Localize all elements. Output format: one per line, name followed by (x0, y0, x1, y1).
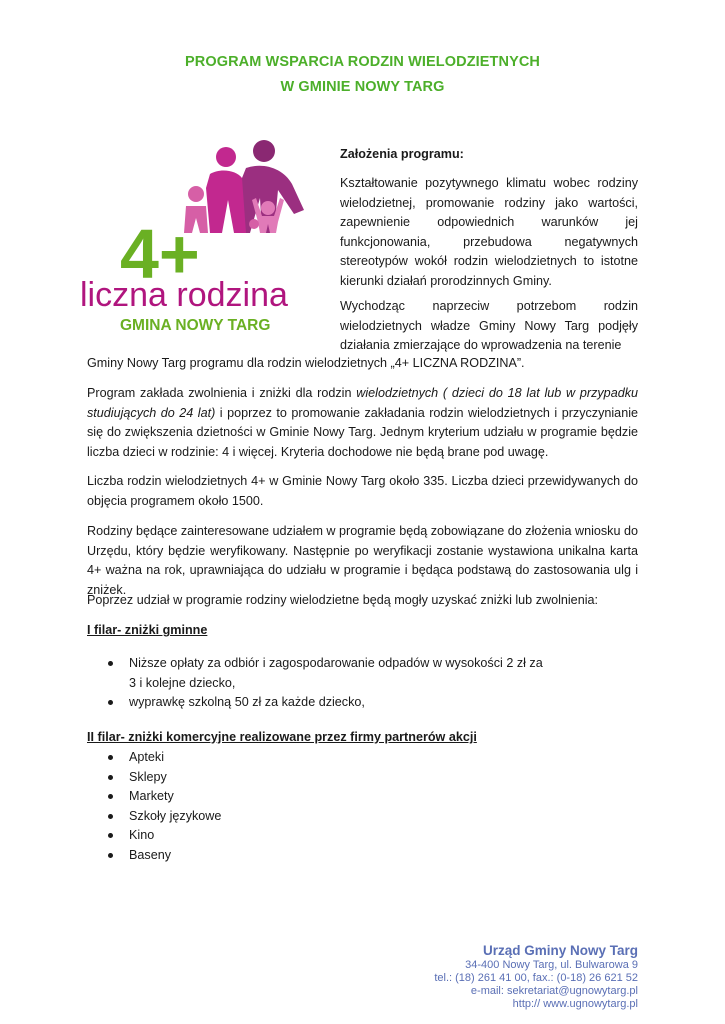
page-title-line2: W GMINIE NOWY TARG (280, 79, 445, 95)
list-item: Szkoły językowe (107, 807, 407, 827)
intro-paragraph-1: Kształtowanie pozytywnego klimatu wobec rodziny wielodzietnej, promowanie rodziny jako wartości, zapewnienie odpowiednich warunków jej funkcjonowania, przebudowa negatywnych stereotypów wokół rodzin wielodzietnych to istotne kierunki działań prorodzinnych Gminy. (340, 176, 638, 288)
body-paragraph-3: Rodziny będące zainteresowane udziałem w programie będą zobowiązane do złożenia wniosku do Urzędu, który będzie weryfikowany. Następnie po weryfikacji zostanie wystawiona unikalna karta 4+ ważna na rok, uprawniająca do udziału w programie i będąca podstawą do zastosowania ulg i zniżek. (87, 524, 638, 597)
list-item: Niższe opłaty za odbiór i zagospodarowanie odpadów w wysokości 2 zł za 3 i kolejne dziecko, (107, 654, 547, 693)
intro-paragraph-2-right: Wychodząc naprzeciw potrzebom rodzin wielodzietnych władze Gminy Nowy Targ podjęły działania zmierzające do wprowadzenia na terenie (340, 299, 638, 352)
page-title-line1: PROGRAM WSPARCIA RODZIN WIELODZIETNYCH (184, 54, 540, 70)
body-paragraph-1: Program zakłada zwolnienia i zniżki dla rodzin wielodzietnych ( dzieci do 18 lat lub w przypadku studiujących do 24 lat) i poprzez to promowanie zakładania rodzin wielodzietnych i przyczynianie się do zwiększenia dzietności w Gminie Nowy Targ. Jednym kryterium udziału w programie będzie liczba dzieci w rodzinie: 4 i więcej. Kryteria dochodowe nie będą brane pod uwagę. (87, 386, 638, 459)
filar-2-list (107, 748, 407, 865)
family-figures-icon (184, 140, 304, 233)
footer-contact (434, 942, 638, 1011)
footer-address: 34-400 Nowy Targ, ul. Bulwarowa 9 (465, 959, 638, 971)
filar-1-heading: I filar- zniżki gminne (87, 623, 208, 637)
intro-heading: Założenia programu: (340, 147, 464, 161)
logo-number: 4+ (120, 215, 200, 293)
footer-email[interactable]: e-mail: sekretariat@ugnowytarg.pl (470, 985, 638, 997)
list-item: Baseny (107, 846, 407, 866)
intro-paragraph-2-full: Gminy Nowy Targ programu dla rodzin wielodzietnych „4+ LICZNA RODZINA”. (87, 356, 525, 370)
list-item: Apteki (107, 748, 407, 768)
list-item: Kino (107, 826, 407, 846)
footer-title: Urząd Gminy Nowy Targ (482, 943, 638, 958)
body-paragraph-4: Poprzez udział w programie rodziny wielodzietne będą mogły uzyskać zniżki lub zwolnienia: (87, 593, 598, 607)
list-item: Markety (107, 787, 407, 807)
liczna-rodzina-logo (78, 138, 318, 338)
logo-text-sub: GMINA NOWY TARG (120, 317, 271, 334)
footer-phone: tel.: (18) 261 41 00, fax.: (0-18) 26 621 52 (434, 972, 638, 984)
body-paragraph-2: Liczba rodzin wielodzietnych 4+ w Gminie Nowy Targ około 335. Liczba dzieci przewidywanych do objęcia programem około 1500. (87, 474, 638, 508)
list-item: Sklepy (107, 768, 407, 788)
footer-website[interactable]: http:// www.ugnowytarg.pl (512, 998, 638, 1010)
list-item: wyprawkę szkolną 50 zł za każde dziecko, (107, 693, 547, 713)
filar-2-heading: II filar- zniżki komercyjne realizowane przez firmy partnerów akcji (87, 730, 477, 744)
logo-text-main: liczna rodzina (80, 276, 288, 314)
filar-1-list (107, 654, 547, 713)
